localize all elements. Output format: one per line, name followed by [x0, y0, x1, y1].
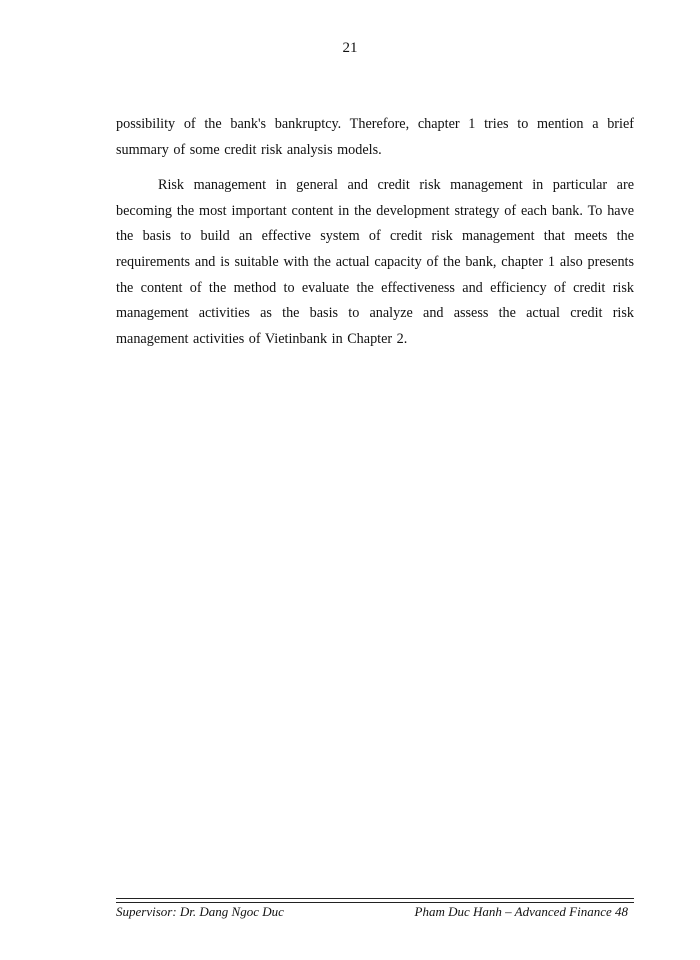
footer-author: Pham Duc Hanh – Advanced Finance 48	[414, 904, 628, 919]
footer-divider	[116, 898, 634, 903]
page-footer	[116, 904, 628, 920]
paragraph-continuation: possibility of the bank's bankruptcy. Therefore, chapter 1 tries to mention a brief summary of some credit risk analysis models.	[116, 116, 634, 158]
body-text	[116, 112, 634, 352]
paragraph-risk-management: Risk management in general and credit risk management in particular are becoming the most important content in the development strategy of each bank. To have the basis to build an effective system of credit risk management that meets the requirements and is suitable with the actual capacity of the bank, chapter 1 also presents the content of the method to evaluate the effectiveness and efficiency of credit risk management activities as the basis to analyze and assess the actual credit risk management activities of Vietinbank in Chapter 2.	[116, 177, 634, 347]
page-number: 21	[342, 40, 358, 56]
footer-supervisor: Supervisor: Dr. Dang Ngoc Duc	[116, 904, 284, 919]
